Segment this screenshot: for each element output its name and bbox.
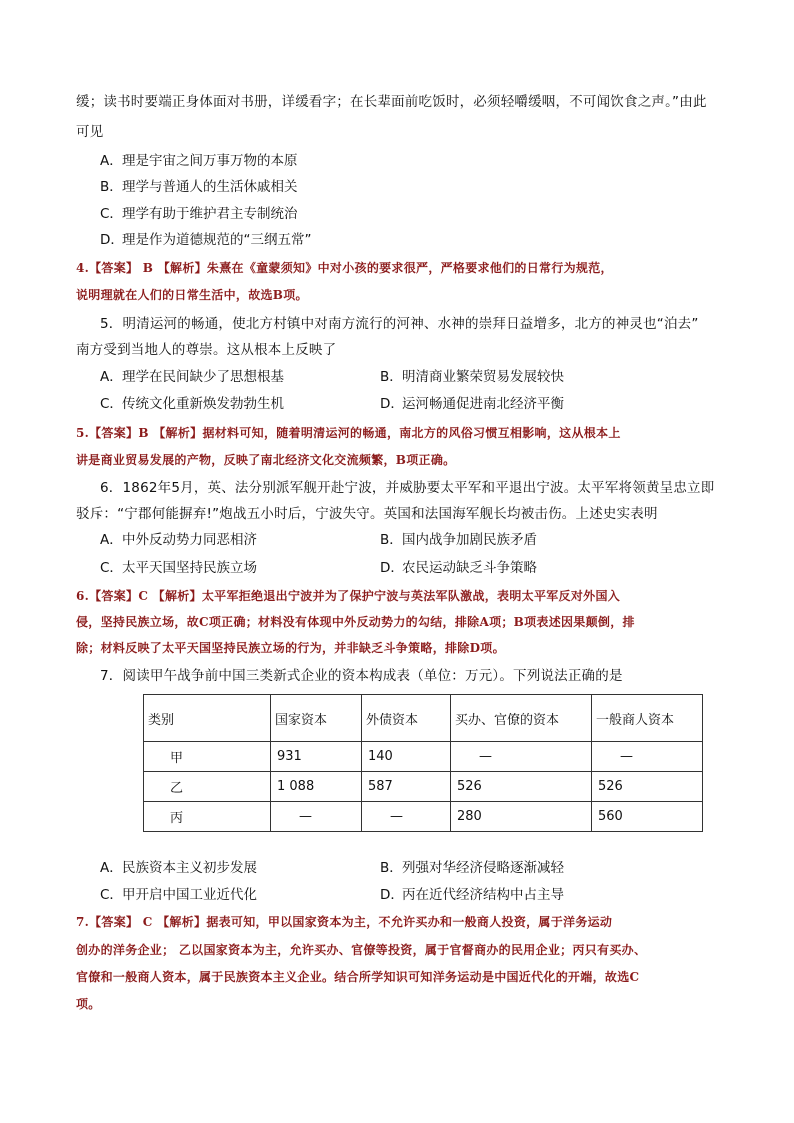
option-text: 传统文化重新焕发勃勃生机 [122,396,284,412]
table-cell [451,742,592,772]
option-text: 理是作为道德规范的“三纲五常” [122,232,312,248]
table-header-cell: 买办、官僚的资本 [451,695,592,742]
q6-stem-line1: 6．1862年5月，英、法分别派军舰开赴宁波，并威胁要太平军和平退出宁波。太平军将领黄呈忠立即 [100,480,715,496]
option-text: 运河畅通促进南北经济平衡 [402,396,564,412]
option-key: D． [380,560,404,576]
q5-option-a [100,367,284,387]
option-key: A． [100,860,123,876]
q7-option-b [380,858,564,878]
q3-stem-line1: 缓；读书时要端正身体面对书册，详缓看字；在长辈面前吃饭时，必须轻嚼缓咽，不可闻饮食之声。”由此 [76,94,707,110]
option-key: D． [380,396,404,412]
option-text: 农民运动缺乏斗争策略 [402,560,537,576]
table-cell-value: — [620,749,633,764]
table-row [144,802,703,832]
answer-4-line2: 说明理就在人们的日常生活中，故选B项。 [76,288,308,302]
option-text: 甲开启中国工业近代化 [122,887,257,903]
answer-7-line3: 官僚和一般商人资本，属于民族资本主义企业。结合所学知识可知洋务运动是中国近代化的开端，故选C [76,970,640,984]
option-text: 理学有助于维护君主专制统治 [122,206,298,222]
q7-option-a [100,858,257,878]
q3-option-a [100,151,298,171]
q5-stem-line1: 5．明清运河的畅通，使北方村镇中对南方流行的河神、水神的崇拜日益增多，北方的神灵也“泊去” [100,316,699,332]
table-row [144,772,703,802]
table-cell: 丙 [144,802,271,832]
option-key: A． [100,153,123,169]
q7-option-d [380,885,564,905]
option-key: B． [380,532,403,548]
table-cell-value: — [390,809,403,824]
option-key: B． [100,179,123,195]
option-key: D． [380,887,404,903]
q5-option-d [380,394,564,414]
table-cell: 280 [451,802,592,832]
option-key: C． [100,396,123,412]
q6-option-d [380,558,537,578]
option-key: C． [100,887,123,903]
q3-stem-line2: 可见 [76,124,104,140]
option-text: 理是宇宙之间万事万物的本原 [122,153,298,169]
q5-option-c [100,394,284,414]
q7-option-c [100,885,257,905]
answer-6-line3: 除；材料反映了太平天国坚持民族立场的行为，并非缺乏斗争策略，排除D项。 [76,641,505,655]
table-cell: 560 [592,802,703,832]
table-cell [271,802,362,832]
table-header-cell: 类别 [144,695,271,742]
option-text: 民族资本主义初步发展 [122,860,257,876]
table-cell: 1 088 [271,772,362,802]
table-header-cell: 一般商人资本 [592,695,703,742]
table-header-cell: 国家资本 [271,695,362,742]
option-text: 理学与普通人的生活休戚相关 [122,179,298,195]
table-cell: 526 [451,772,592,802]
option-text: 中外反动势力同恶相济 [122,532,257,548]
q3-option-d [100,230,312,250]
answer-5-line1: 5.【答案】B 【解析】据材料可知，随着明清运河的畅通，南北方的风俗习惯互相影响，这从根本上 [76,426,621,440]
q6-option-c [100,558,257,578]
answer-6-line1: 6.【答案】C 【解析】太平军拒绝退出宁波并为了保护宁波与英法军队激战，表明太平军反对外国入 [76,589,621,603]
table-cell: 931 [271,742,362,772]
option-key: B． [380,860,403,876]
table-cell: 587 [362,772,451,802]
table-cell [362,802,451,832]
option-text: 理学在民间缺少了思想根基 [122,369,284,385]
answer-7-line1: 7.【答案】 C 【解析】据表可知，甲以国家资本为主，不允许买办和一般商人投资，属于洋务运动 [76,915,613,929]
table-cell: 甲 [144,742,271,772]
table-cell: 526 [592,772,703,802]
answer-7-line2: 创办的洋务企业； 乙以国家资本为主，允许买办、官僚等投资，属于官督商办的民用企业；丙只有买办、 [76,943,647,957]
option-text: 丙在近代经济结构中占主导 [402,887,564,903]
table-cell-value: — [479,749,492,764]
q3-option-c [100,204,298,224]
option-key: C． [100,206,123,222]
option-key: D． [100,232,124,248]
answer-4-line1: 4.【答案】 B 【解析】朱熹在《童蒙须知》中对小孩的要求很严，严格要求他们的日常行为规范， [76,261,613,275]
answer-7-line4: 项。 [76,997,101,1011]
answer-5-line2: 讲是商业贸易发展的产物，反映了南北经济文化交流频繁，B项正确。 [76,453,456,467]
q6-option-a [100,530,257,550]
q3-option-b [100,177,298,197]
table-cell [592,742,703,772]
option-key: C． [100,560,123,576]
table-row [144,742,703,772]
q6-option-b [380,530,537,550]
table-header-cell: 外债资本 [362,695,451,742]
option-key: A． [100,369,123,385]
table-header-row [144,695,703,742]
option-key: A． [100,532,123,548]
capital-structure-table [143,694,703,832]
option-key: B． [380,369,403,385]
table-cell-value: — [299,809,312,824]
option-text: 列强对华经济侵略逐渐减轻 [402,860,564,876]
table-cell: 乙 [144,772,271,802]
option-text: 国内战争加剧民族矛盾 [402,532,537,548]
q5-stem-line2: 南方受到当地人的尊崇。这从根本上反映了 [76,342,337,358]
answer-6-line2: 侵，坚持民族立场，故C项正确；材料没有体现中外反动势力的勾结，排除A项；B项表述因果颠倒，排 [76,615,635,629]
table-cell: 140 [362,742,451,772]
q5-option-b [380,367,564,387]
option-text: 太平天国坚持民族立场 [122,560,257,576]
q6-stem-line2: 驳斥：“宁郡何能摒弃!”炮战五小时后，宁波失守。英国和法国海军舰长均被击伤。上述史实表明 [76,506,658,522]
option-text: 明清商业繁荣贸易发展较快 [402,369,564,385]
q7-stem: 7．阅读甲午战争前中国三类新式企业的资本构成表（单位：万元）。下列说法正确的是 [100,668,623,684]
